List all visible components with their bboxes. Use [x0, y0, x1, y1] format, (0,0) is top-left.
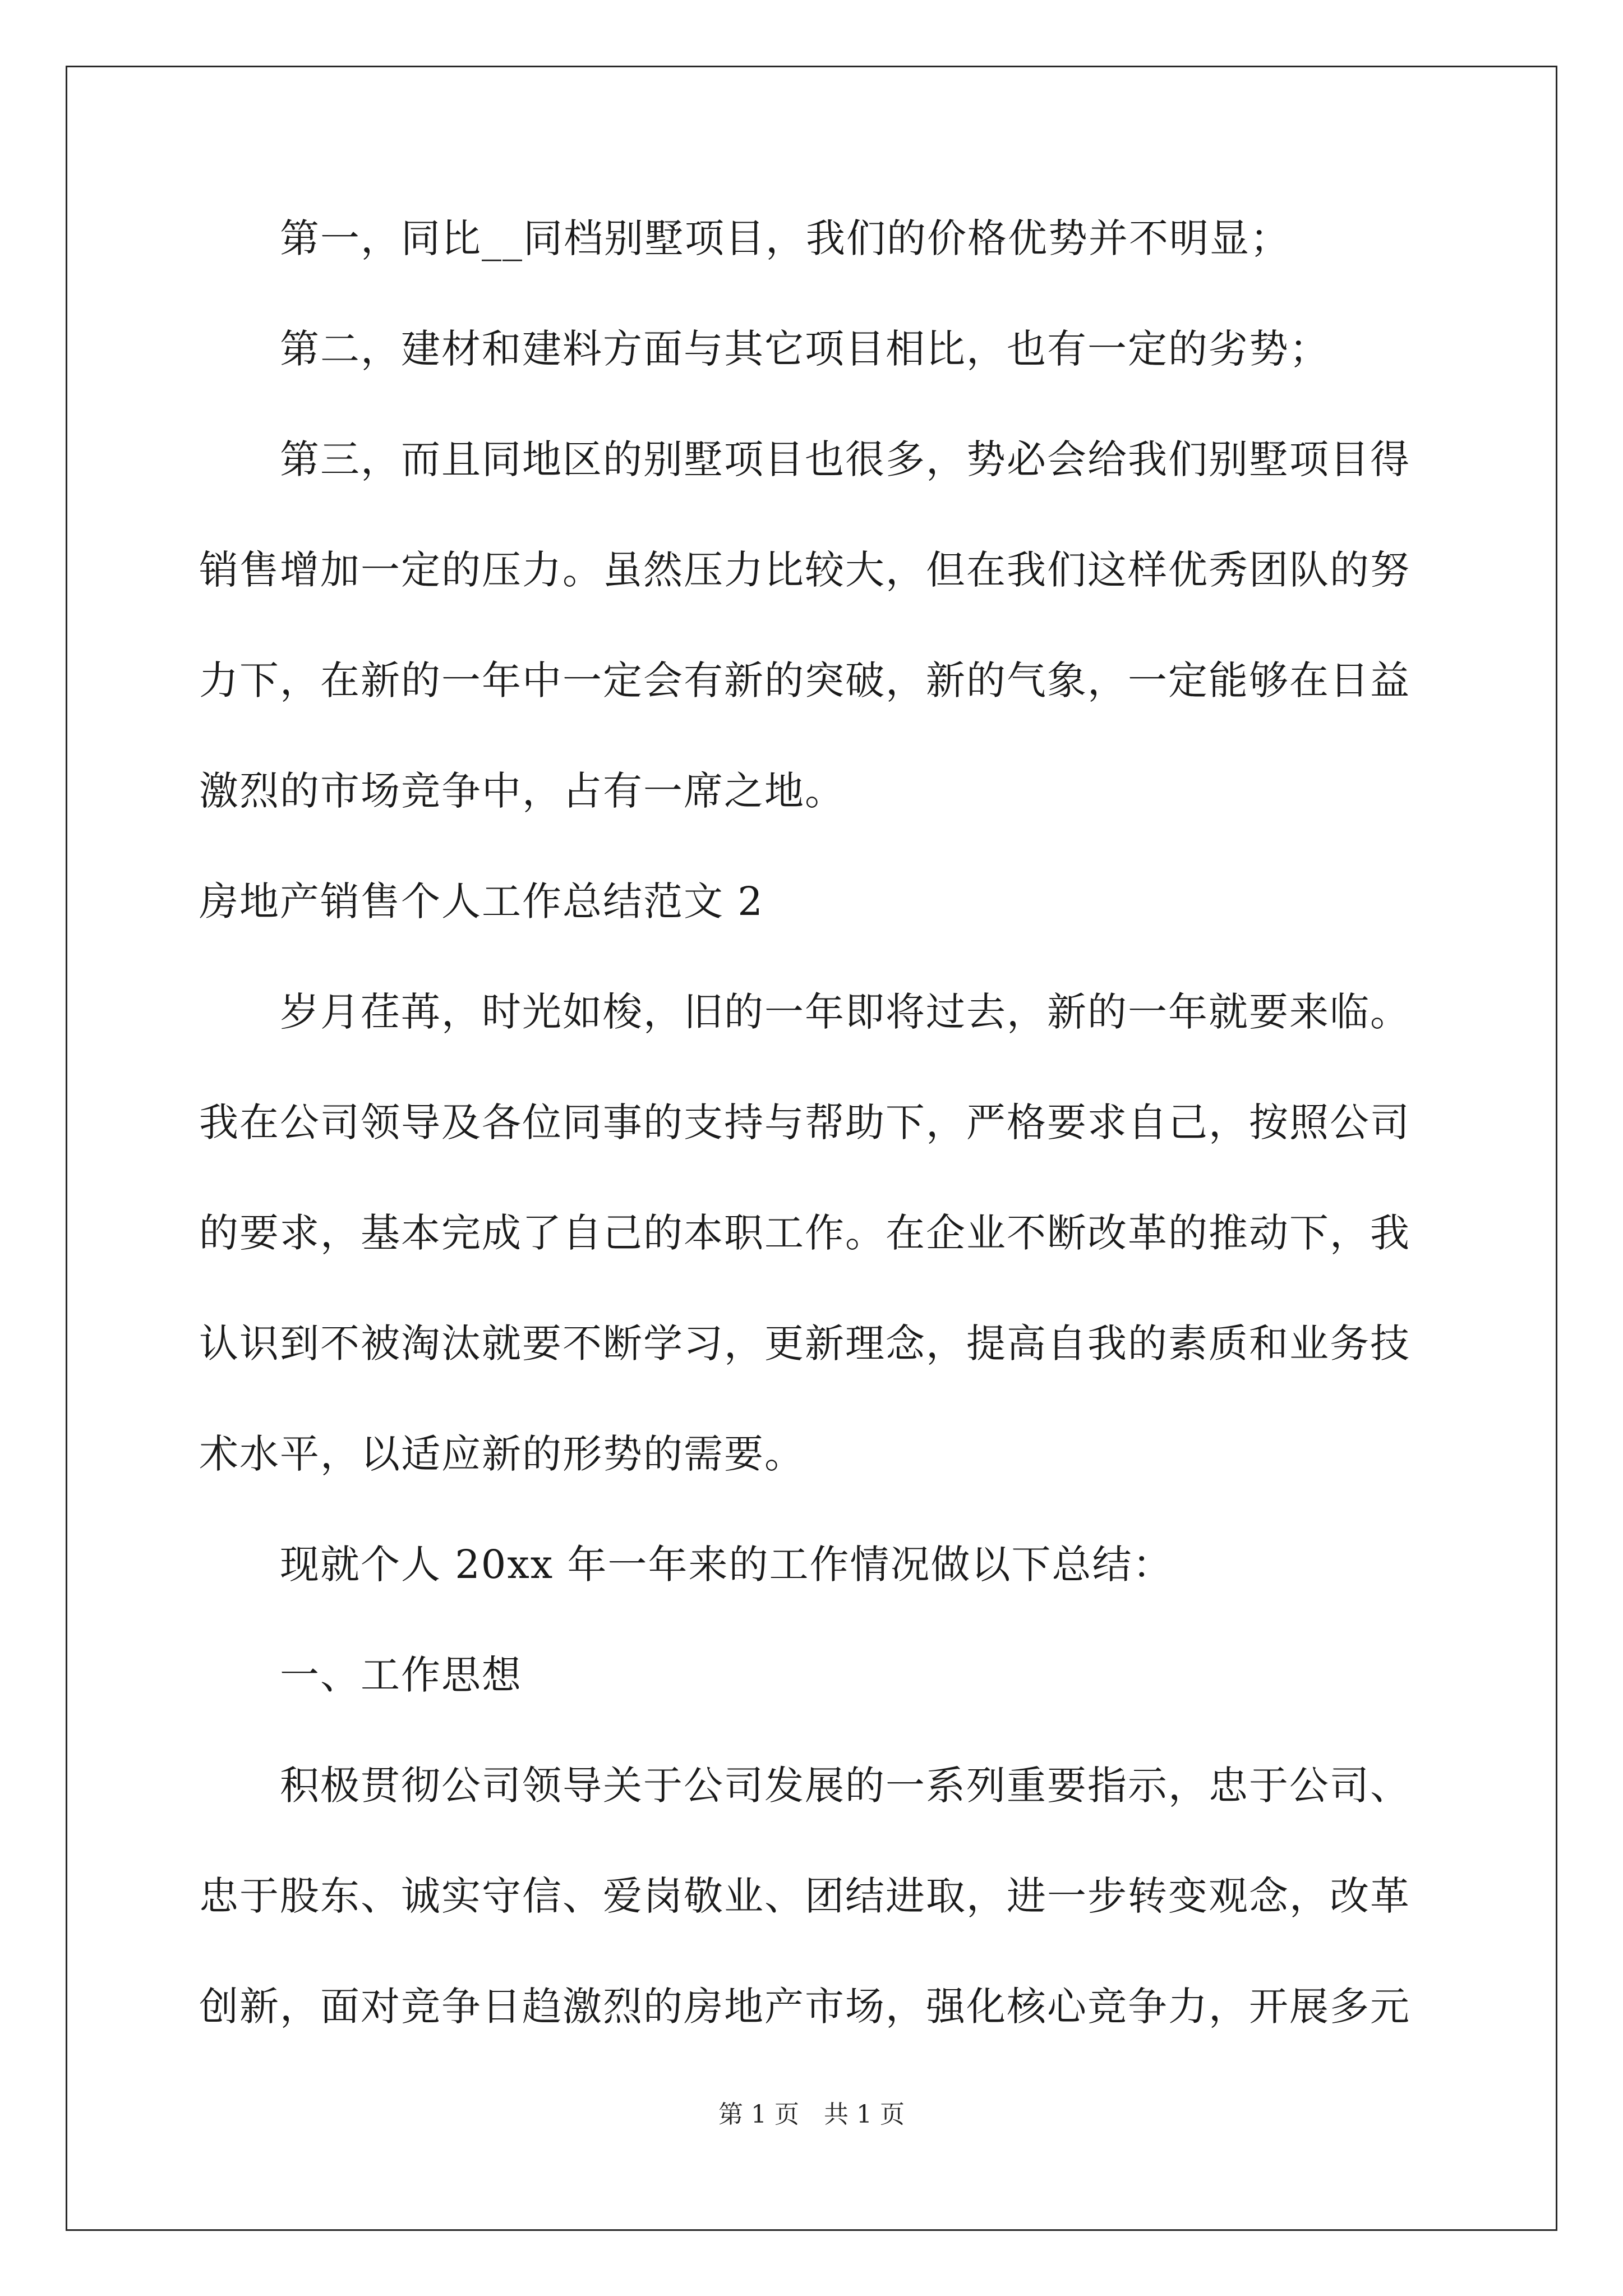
paragraph-line: 我在公司领导及各位同事的支持与帮助下，严格要求自己，按照公司: [199, 1099, 1410, 1145]
paragraph-line: 认识到不被淘汰就要不断学习，更新理念，提高自我的素质和业务技: [199, 1320, 1410, 1366]
paragraph-line: 第二，建材和建料方面与其它项目相比，也有一定的劣势；: [199, 326, 1330, 372]
paragraph-line: 忠于股东、诚实守信、爱岗敬业、团结进取，进一步转变观念，改革: [199, 1873, 1410, 1919]
section-heading: 房地产销售个人工作总结范文 2: [199, 878, 764, 924]
paragraph-line: 岁月荏苒，时光如梭，旧的一年即将过去，新的一年就要来临。: [199, 989, 1410, 1035]
paragraph-line: 激烈的市场竞争中，占有一席之地。: [199, 768, 845, 814]
paragraph-line: 销售增加一定的压力。虽然压力比较大，但在我们这样优秀团队的努: [199, 547, 1410, 593]
paragraph-line: 创新，面对竞争日趋激烈的房地产市场，强化核心竞争力，开展多元: [199, 1984, 1410, 2030]
page-footer: 第 1 页 共 1 页: [718, 2100, 905, 2129]
paragraph-line: 积极贯彻公司领导关于公司发展的一系列重要指示，忠于公司、: [199, 1763, 1410, 1809]
paragraph-line: 第三，而且同地区的别墅项目也很多，势必会给我们别墅项目得: [199, 436, 1410, 482]
subsection-heading: 一、工作思想: [199, 1652, 522, 1698]
paragraph-line: 力下，在新的一年中一定会有新的突破，新的气象，一定能够在日益: [199, 657, 1410, 703]
paragraph-line: 的要求，基本完成了自己的本职工作。在企业不断改革的推动下，我: [199, 1210, 1410, 1256]
paragraph-line: 术水平，以适应新的形势的需要。: [199, 1431, 805, 1477]
paragraph-line: 第一，同比__同档别墅项目，我们的价格优势并不明显；: [199, 215, 1290, 261]
paragraph-line: 现就个人 20xx 年一年来的工作情况做以下总结：: [199, 1542, 1173, 1588]
